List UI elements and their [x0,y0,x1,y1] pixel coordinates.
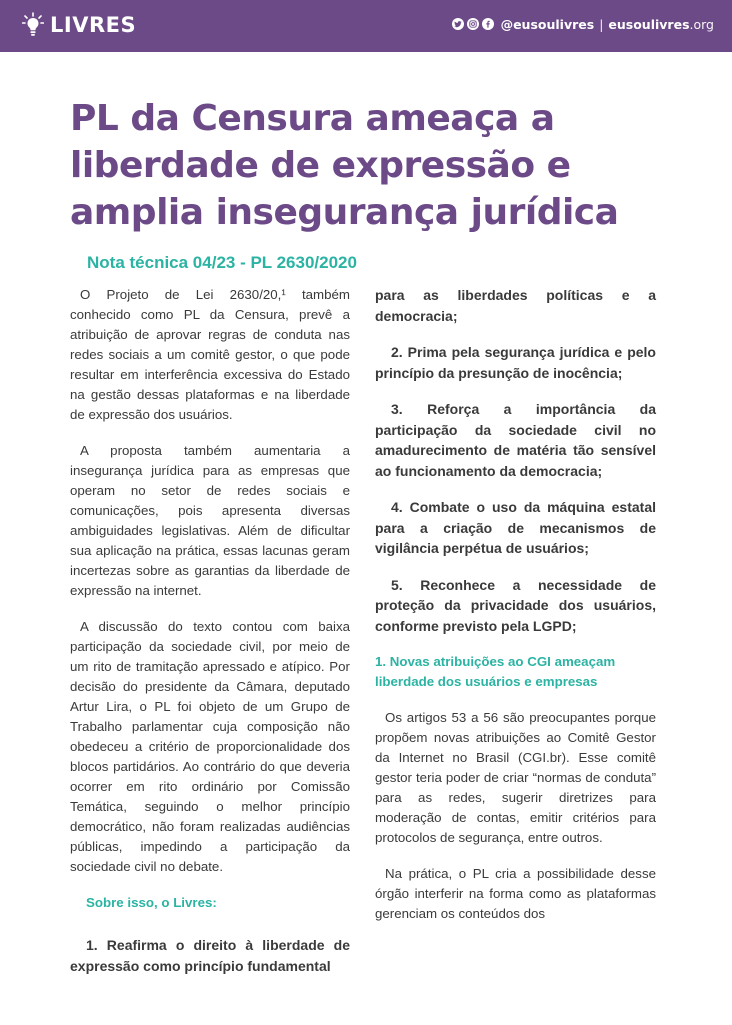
header-bar [0,0,732,52]
body-paragraph: A discussão do texto contou com baixa participação da sociedade civil, por meio de um rito de tramitação apressado e atípico. Por decisão do presidente da Câmara, deputado Artur Lira, o PL foi objeto de um Grupo de Trabalho parlamentar cuja composição não obedeceu a critério de proporcionalidade dos blocos partidários. Ao contrário do que deveria ocorrer em rito ordinário por Comissão Temática, seguindo o melhor princípio democrático, não foram realizadas audiências públicas, impedindo a participação da sociedade civil no debate. [70,619,350,874]
list-item: 4. Combate o uso da máquina estatal para a criação de mecanismos de vigilância perpétua de usuários; [375,499,656,556]
social-handle[interactable]: @eusoulivres [500,16,595,32]
title-line: amplia insegurança jurídica [70,192,619,233]
brand-name: LIVRES [50,13,137,37]
body-paragraph: Os artigos 53 a 56 são preocupantes porque propõem novas atribuições ao Comitê Gestor da Internet no Brasil (CGI.br). Esse comitê gestor teria poder de criar “normas de conduta” para as redes, sugerir diretrizes para moderação de contas, emitir critérios para protocolos de segurança, entre outros. [375,710,656,845]
title-line: PL da Censura ameaça a [70,98,555,139]
facebook-icon[interactable] [482,18,494,30]
right-column [375,285,656,940]
section-heading: 1. Novas atribuições ao CGI ameaçam liberdade dos usuários e empresas [375,654,616,689]
website-domain: eusoulivres [608,16,690,32]
section-label: Sobre isso, o Livres: [86,895,217,910]
body-paragraph: A proposta também aumentaria a insegurança jurídica para as empresas que operam no setor de redes sociais e comunicações, pois apresenta diversas ambiguidades legislativas. Além de dificultar sua aplicação na prática, essas lacunas geram incertezas sobre as garantias da liberdade de expressão na internet. [70,443,350,598]
lightbulb-icon [22,12,44,38]
left-column [70,285,350,976]
website-tld: .org [689,16,714,32]
instagram-icon[interactable] [467,18,479,30]
body-paragraph: O Projeto de Lei 2630/20,¹ também conhecido como PL da Censura, prevê a atribuição de aprovar regras de conduta nas redes sociais a um comitê gestor, o que pode resultar em interferência excessiva do Estado na gestão dessas plataformas e na liberdade de expressão dos usuários. [70,287,350,422]
social-links [452,14,714,34]
page-subtitle: Nota técnica 04/23 - PL 2630/2020 [87,253,357,272]
header-separator: | [599,16,604,32]
brand-logo[interactable] [22,10,136,40]
page-title [70,95,690,236]
twitter-icon[interactable] [452,18,464,30]
website-link[interactable] [608,17,714,32]
list-item: 3. Reforça a importância da participação da sociedade civil no amadurecimento de matéria tão sensível ao funcionamento da democracia; [375,401,656,479]
list-item-continuation: para as liberdades políticas e a democracia; [375,287,656,324]
list-item: 2. Prima pela segurança jurídica e pelo princípio da presunção de inocência; [375,344,656,381]
body-paragraph: Na prática, o PL cria a possibilidade desse órgão interferir na forma como as plataformas gerenciam os conteúdos dos [375,866,656,921]
list-item: 5. Reconhece a necessidade de proteção da privacidade dos usuários, conforme previsto pela LGPD; [375,576,656,634]
list-item: 1. Reafirma o direito à liberdade de expressão como princípio fundamental [70,937,350,974]
title-line: liberdade de expressão e [70,145,571,186]
